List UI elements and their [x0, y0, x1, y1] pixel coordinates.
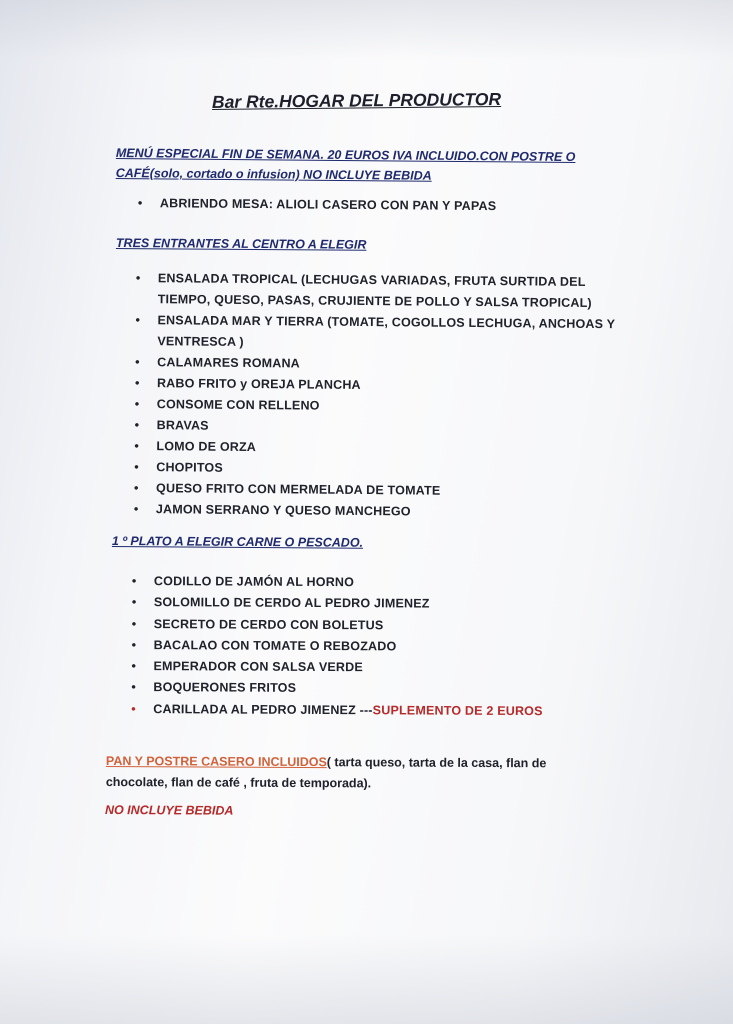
dessert-note-text-line1: ( tarta queso, tarta de la casa, flan de: [326, 755, 547, 771]
bullet-icon: •: [131, 616, 137, 631]
list-item: [138, 193, 497, 216]
list-item: [131, 677, 543, 700]
page-title: Bar Rte.HOGAR DEL PRODUCTOR: [211, 88, 502, 112]
list-item-label: QUESO FRITO CON MERMELADA DE TOMATE: [156, 481, 441, 498]
list-item-label: SECRETO DE CERDO CON BOLETUS: [153, 616, 384, 632]
paper-shadow-bottom: [0, 934, 733, 1024]
list-item-label: JAMON SERRANO Y QUESO MANCHEGO: [155, 502, 411, 519]
list-item: [132, 614, 544, 637]
list-item-label: CARILLADA AL PEDRO JIMENEZ ---: [153, 701, 373, 718]
list-item-label: RABO FRITO y OREJA PLANCHA: [156, 376, 361, 392]
list-item-label: BACALAO CON TOMATE O REBOZADO: [153, 638, 397, 654]
bullet-icon: •: [131, 701, 136, 716]
list-item-label: SOLOMILLO DE CERDO AL PEDRO JIMENEZ: [153, 595, 430, 611]
main-course-heading-block: [112, 531, 363, 553]
list-item-label-line2: VENTRESCA ): [157, 334, 244, 349]
bullet-icon: •: [135, 354, 140, 370]
dessert-note-label: PAN Y POSTRE CASERO INCLUIDOS: [105, 753, 327, 770]
main-course-list: [131, 571, 543, 722]
list-item: [134, 499, 614, 524]
list-item: [132, 635, 544, 658]
list-item: [131, 699, 543, 722]
list-item-label-line1: ENSALADA MAR Y TIERRA (TOMATE, COGOLLOS LECHUGA, ANCHOAS Y: [157, 313, 616, 332]
no-drink-note: NO INCLUYE BEBIDA: [104, 803, 234, 818]
list-item-label: CALAMARES ROMANA: [157, 355, 301, 371]
list-item: [132, 592, 544, 615]
list-item-label: BOQUERONES FRITOS: [153, 680, 297, 696]
special-menu-section: [116, 143, 576, 187]
paper-shadow-top: [0, 0, 733, 60]
starters-list: [134, 268, 616, 524]
list-item: [131, 656, 543, 679]
bullet-icon: •: [134, 459, 139, 475]
list-item-label: CONSOME CON RELLENO: [156, 397, 320, 413]
bullet-icon: •: [131, 573, 137, 589]
list-item-label-line2: TIEMPO, QUESO, PASAS, CRUJIENTE DE POLLO Y SALSA TROPICAL): [157, 292, 592, 310]
starters-heading: TRES ENTRANTES AL CENTRO A ELEGIR: [115, 235, 367, 252]
dessert-note-text-line2: chocolate, flan de café , fruta de temporada).: [105, 774, 372, 791]
supplement-label: SUPLEMENTO DE 2 EUROS: [372, 703, 543, 718]
bullet-icon: •: [131, 637, 137, 652]
list-item: [135, 310, 615, 356]
bullet-icon: •: [134, 375, 140, 391]
bullet-icon: •: [134, 438, 140, 454]
special-menu-heading-line1: MENÚ ESPECIAL FIN DE SEMANA. 20 EUROS IVA INCLUIDO.CON POSTRE O: [115, 145, 576, 165]
bullet-icon: •: [131, 659, 137, 674]
bullet-icon: •: [131, 595, 137, 610]
dessert-note: [106, 751, 626, 796]
list-item: [136, 268, 616, 314]
list-item-label: ABRIENDO MESA: ALIOLI CASERO CON PAN Y PAPAS: [159, 196, 497, 214]
list-item: [132, 571, 544, 594]
list-item-label: CODILLO DE JAMÓN AL HORNO: [153, 574, 355, 590]
bullet-icon: •: [137, 195, 143, 211]
bullet-icon: •: [135, 270, 141, 286]
list-item-label: LOMO DE ORZA: [156, 439, 257, 455]
main-course-heading: 1 º PLATO A ELEGIR CARNE O PESCADO.: [111, 533, 364, 550]
special-menu-heading-line2: CAFÉ(solo, cortado o infusion) NO INCLUYE BEBIDA: [115, 165, 432, 183]
list-item-label: BRAVAS: [156, 418, 209, 433]
bullet-icon: •: [131, 680, 137, 695]
bullet-icon: •: [135, 312, 141, 328]
bullet-icon: •: [134, 480, 139, 496]
opening-list: [138, 193, 497, 216]
bullet-icon: •: [134, 417, 140, 433]
bullet-icon: •: [133, 501, 139, 517]
bullet-icon: •: [134, 396, 140, 412]
starters-heading-block: [116, 233, 367, 255]
list-item-label-line1: ENSALADA TROPICAL (LECHUGAS VARIADAS, FRUTA SURTIDA DEL: [157, 271, 586, 289]
list-item-label: EMPERADOR CON SALSA VERDE: [153, 659, 363, 675]
list-item-label: CHOPITOS: [156, 460, 223, 475]
